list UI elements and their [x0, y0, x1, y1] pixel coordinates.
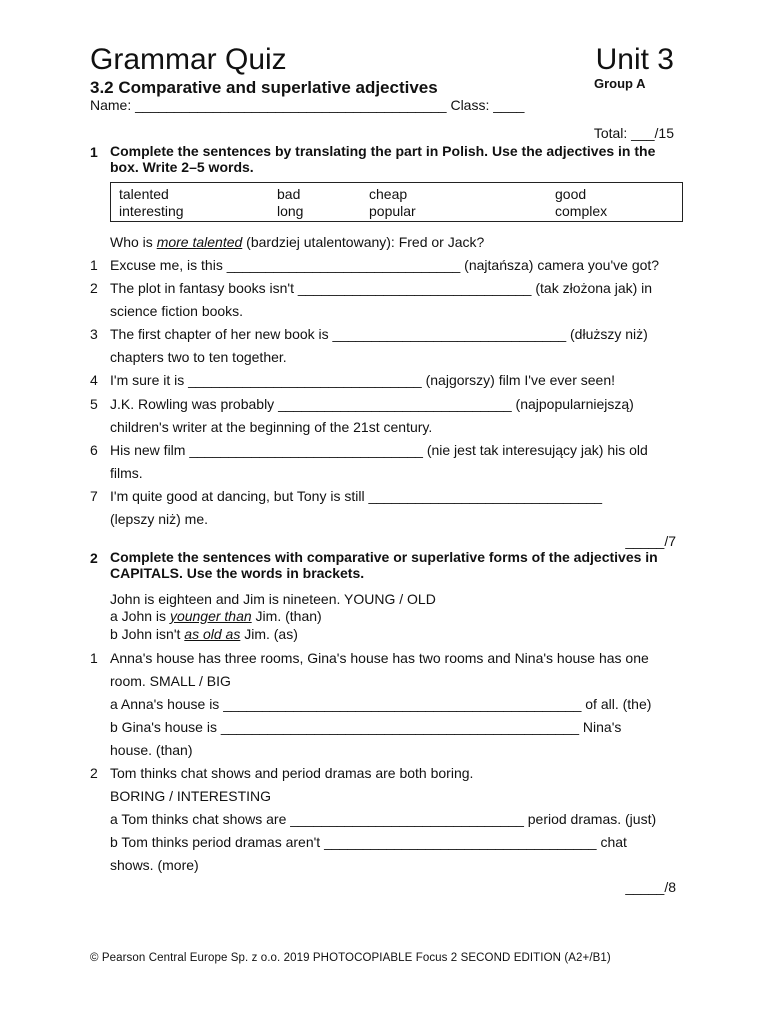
exercise-1-item-7: I'm quite good at dancing, but Tony is still ______________________________ [110, 488, 603, 504]
exercise-2-score: _____/8 [625, 879, 676, 895]
item-number: 1 [90, 650, 98, 666]
group-label: Group A [594, 76, 646, 91]
total-score: Total: ___/15 [593, 125, 674, 141]
exercise-2-instruction: Complete the sentences with comparative or superlative forms of the adjectives in CAPITALS. Use the words in brackets. [110, 549, 658, 581]
exercise-1-item-4: I'm sure it is ______________________________ (najgorszy) film I've ever seen! [110, 372, 616, 388]
exercise-1-item-2-cont: science fiction books. [110, 303, 244, 319]
item-number: 2 [90, 765, 98, 781]
exercise-2-item-2: Tom thinks chat shows and period dramas are both boring. [110, 765, 474, 781]
exercise-2-item-2-cont: BORING / INTERESTING [110, 788, 272, 804]
exercise-1-item-5-cont: children's writer at the beginning of the 21st century. [110, 419, 433, 435]
page-subtitle: 3.2 Comparative and superlative adjectives [90, 78, 438, 97]
exercise-2-example-a: a John is younger than Jim. (than) [110, 608, 322, 624]
item-number: 2 [90, 280, 98, 296]
exercise-1-item-3-cont: chapters two to ten together. [110, 349, 287, 365]
item-number: 7 [90, 488, 98, 504]
exercise-1-item-6: His new film ______________________________ (nie jest tak interesujący jak) his old [110, 442, 648, 458]
exercise-2-item-1-cont: room. SMALL / BIG [110, 673, 231, 689]
example-answer: as old as [184, 626, 241, 642]
exercise-2-item-2-b: b Tom thinks period dramas aren't ___________________________________ chat [110, 834, 627, 850]
exercise-2-example-intro: John is eighteen and Jim is nineteen. YOUNG / OLD [110, 591, 436, 607]
exercise-2-item-2-b-cont: shows. (more) [110, 857, 199, 873]
item-number: 6 [90, 442, 98, 458]
exercise-1-score: _____/7 [625, 533, 676, 549]
item-number: 4 [90, 372, 98, 388]
item-number: 1 [90, 257, 98, 273]
exercise-2-item-1: Anna's house has three rooms, Gina's house has two rooms and Nina's house has one [110, 650, 649, 666]
box-word: cheap [369, 186, 408, 202]
page-title: Grammar Quiz [90, 43, 287, 76]
box-word: complex [555, 203, 608, 219]
box-word: good [555, 186, 587, 202]
exercise-1-example: Who is more talented (bardziej utalentowany): Fred or Jack? [110, 234, 485, 250]
exercise-1-item-5: J.K. Rowling was probably ______________________________ (najpopularniejszą) [110, 396, 634, 412]
exercise-1-item-2: The plot in fantasy books isn't ______________________________ (tak złożona jak) in [110, 280, 653, 296]
example-answer: more talented [156, 234, 243, 250]
exercise-2-item-2-a: a Tom thinks chat shows are ______________________________ period dramas. (just) [110, 811, 657, 827]
name-class-line: Name: ________________________________________ Class: ____ [90, 97, 525, 113]
exercise-2-number: 2 [90, 550, 98, 566]
box-word: talented [119, 186, 169, 202]
example-answer: younger than [169, 608, 252, 624]
item-number: 5 [90, 396, 98, 412]
box-word: long [277, 203, 304, 219]
exercise-1-item-6-cont: films. [110, 465, 143, 481]
box-word: bad [277, 186, 301, 202]
unit-label: Unit 3 [595, 43, 674, 76]
exercise-1-item-1: Excuse me, is this ______________________________ (najtańsza) camera you've got? [110, 257, 660, 273]
exercise-2-example-b: b John isn't as old as Jim. (as) [110, 626, 298, 642]
box-word: popular [369, 203, 416, 219]
exercise-1-item-7-cont: (lepszy niż) me. [110, 511, 209, 527]
adjective-box [110, 182, 683, 222]
exercise-2-item-1-b-cont: house. (than) [110, 742, 193, 758]
exercise-1-instruction: Complete the sentences by translating the part in Polish. Use the adjectives in the box. Write 2–5 words. [110, 143, 656, 175]
exercise-1-number: 1 [90, 144, 98, 160]
exercise-1-item-3: The first chapter of her new book is ______________________________ (dłuższy niż) [110, 326, 648, 342]
exercise-2-item-1-a: a Anna's house is ______________________________________________ of all. (the) [110, 696, 652, 712]
copyright-footer: © Pearson Central Europe Sp. z o.o. 2019 PHOTOCOPIABLE Focus 2 SECOND EDITION (A2+/B1) [90, 952, 611, 964]
box-word: interesting [119, 203, 184, 219]
item-number: 3 [90, 326, 98, 342]
exercise-2-item-1-b: b Gina's house is ______________________________________________ Nina's [110, 719, 622, 735]
